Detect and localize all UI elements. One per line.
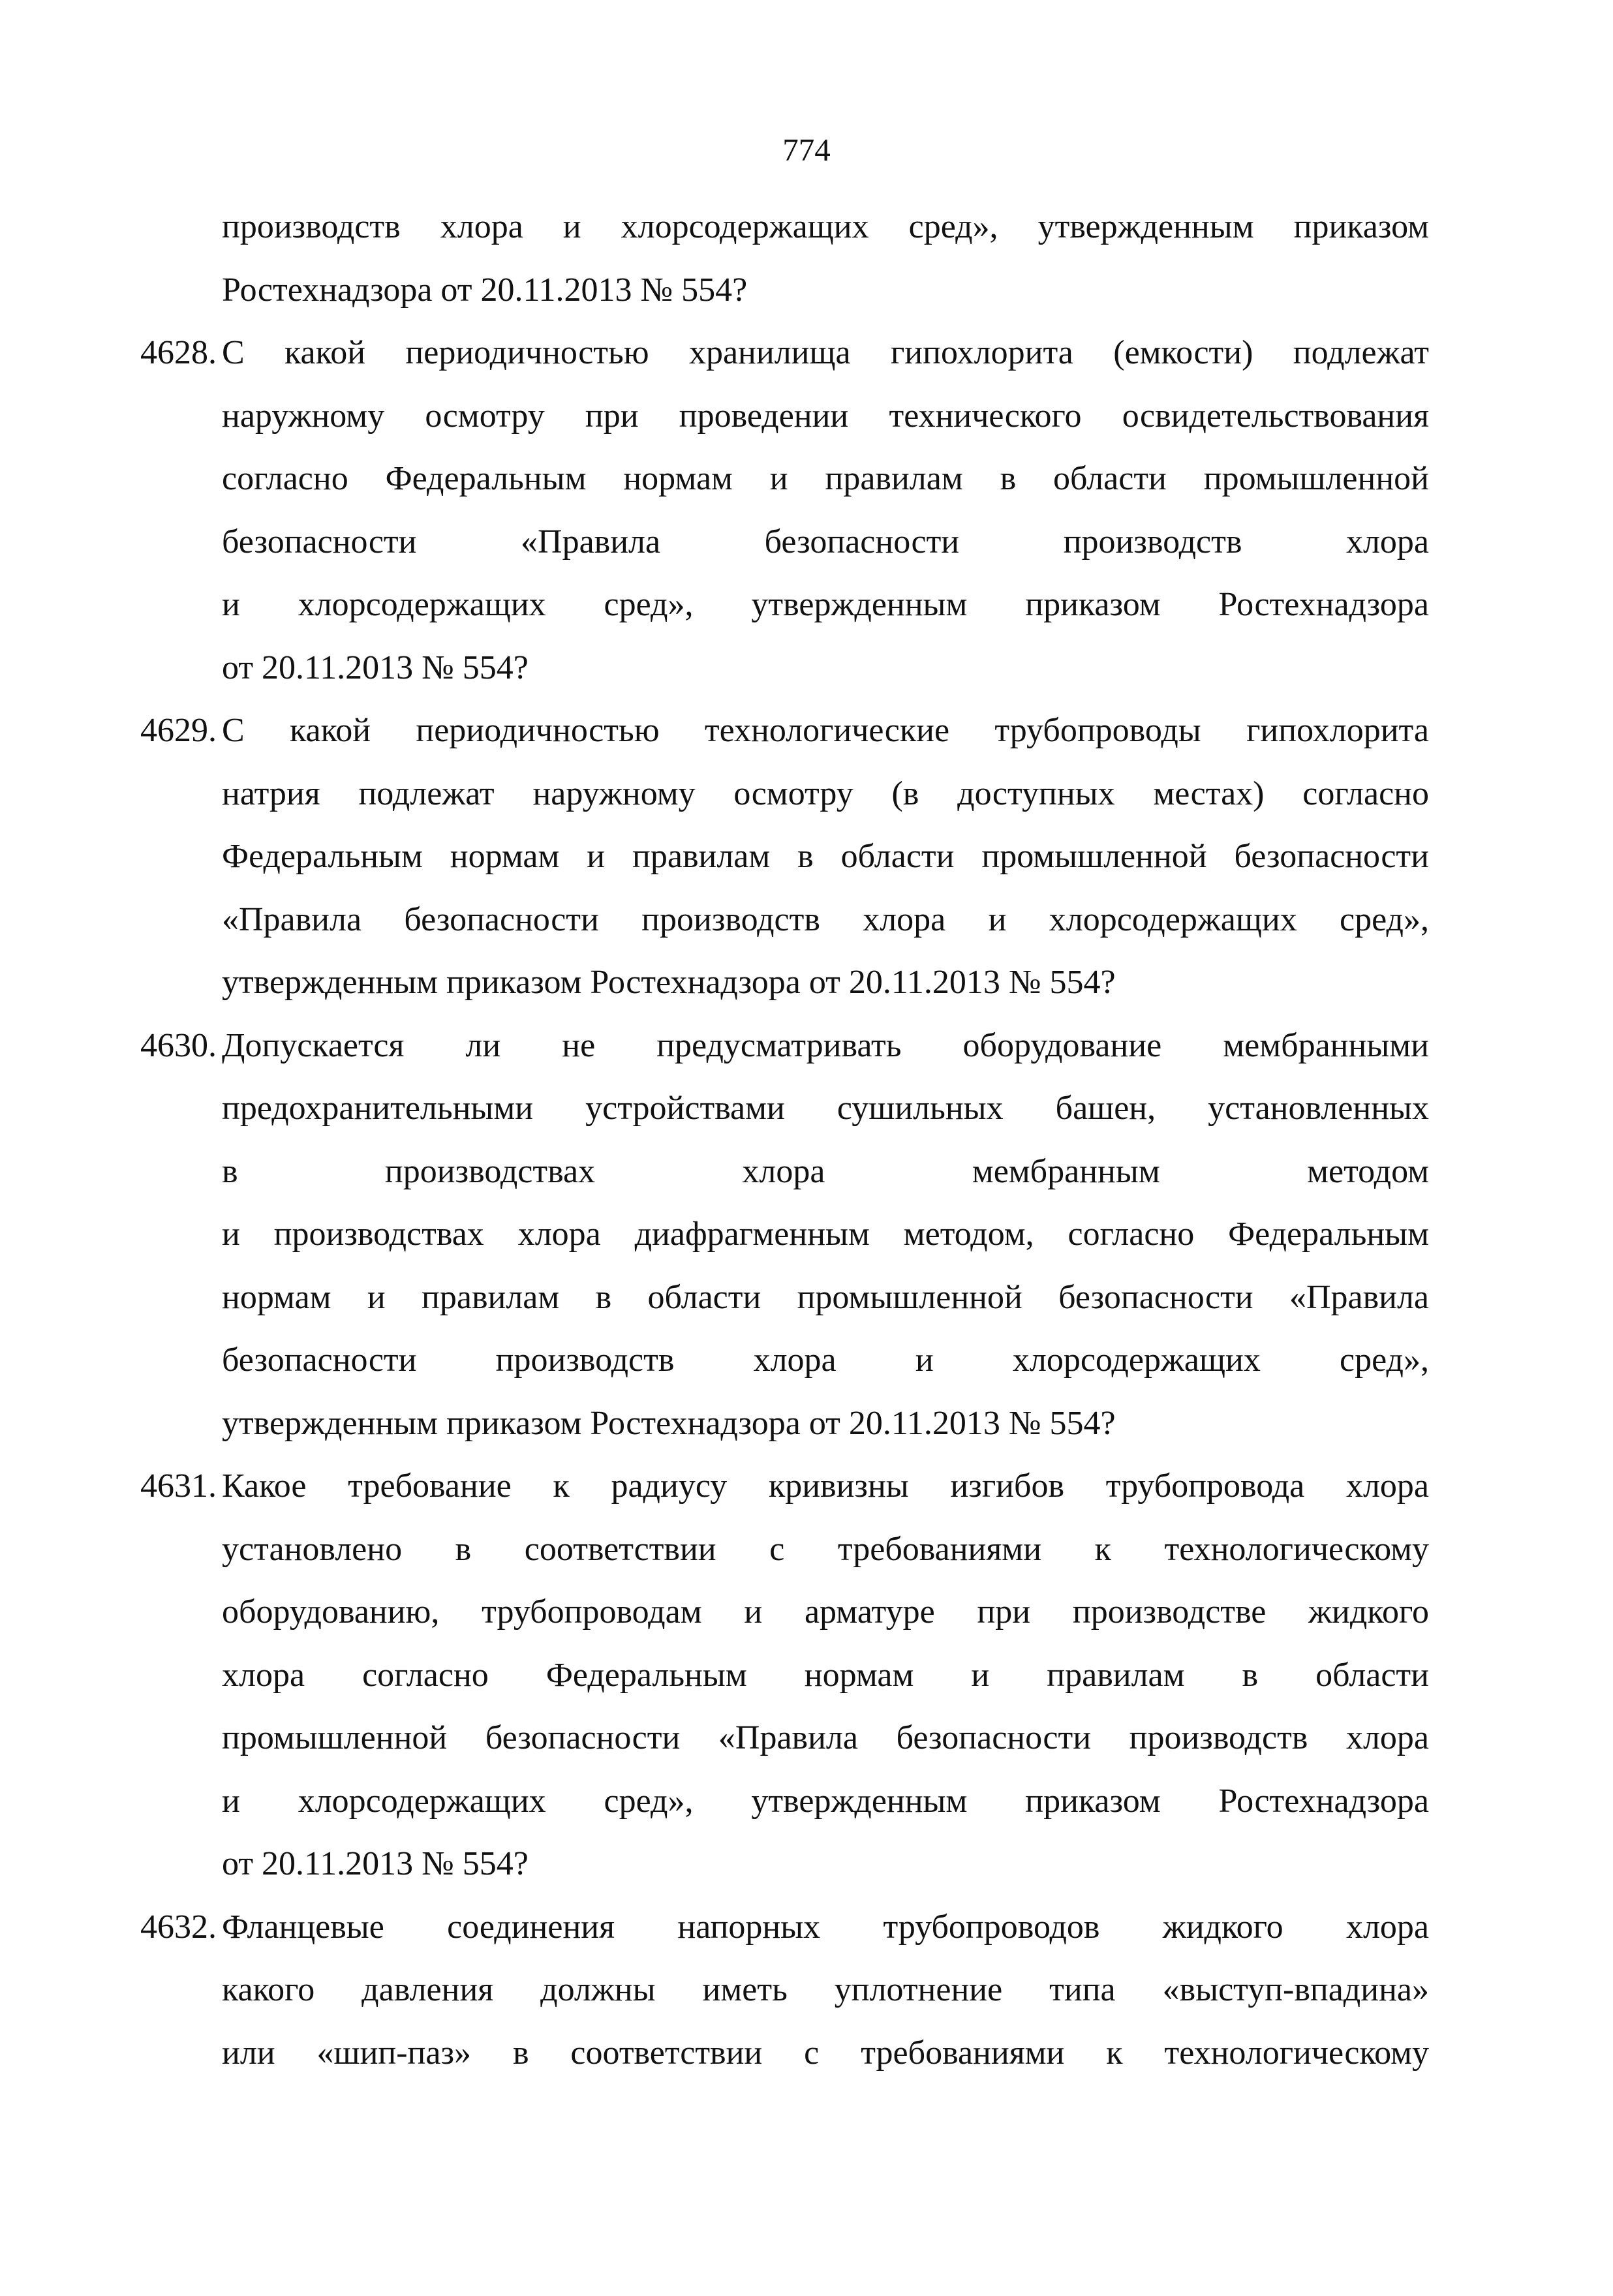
question-4629	[140, 699, 1429, 1015]
text-line: производств хлора и хлорсодержащих сред», утвержденным приказом	[222, 208, 1429, 245]
question-4628	[140, 322, 1429, 699]
text-line: установлено в соответствии с требованиями к технологическому	[222, 1530, 1429, 1568]
text-line: хлора согласно Федеральным нормам и правилам в области	[222, 1656, 1429, 1694]
text-line: 4629. С какой периодичностью технологические трубопроводы гипохлорита	[222, 699, 1429, 763]
text-line: или «шип-паз» в соответствии с требованиями к технологическому	[222, 2034, 1429, 2072]
question-4631	[140, 1455, 1429, 1896]
text-line: нормам и правилам в области промышленной безопасности «Правила	[222, 1278, 1429, 1316]
text-line: 4628. С какой периодичностью хранилища гипохлорита (емкости) подлежат	[222, 322, 1429, 385]
question-4630	[140, 1015, 1429, 1456]
text-line: и производствах хлора диафрагменным методом, согласно Федеральным	[222, 1216, 1429, 1253]
text-line: 4631. Какое требование к радиусу кривизны изгибов трубопровода хлора	[222, 1455, 1429, 1518]
text-line: согласно Федеральным нормам и правилам в области промышленной	[222, 460, 1429, 497]
text-line: Ростехнадзора от 20.11.2013 № 554?	[222, 271, 748, 309]
text-line: наружному осмотру при проведении технического освидетельствования	[222, 397, 1429, 435]
question-number: 4628.	[140, 334, 217, 371]
question-number: 4632.	[140, 1908, 217, 1946]
text-line: утвержденным приказом Ростехнадзора от 20.11.2013 № 554?	[222, 964, 1116, 1001]
text-line: и хлорсодержащих сред», утвержденным приказом Ростехнадзора	[222, 1782, 1429, 1820]
text-line: промышленной безопасности «Правила безопасности производств хлора	[222, 1719, 1429, 1756]
question-number: 4630.	[140, 1026, 217, 1064]
text-line: безопасности производств хлора и хлорсодержащих сред»,	[222, 1341, 1429, 1379]
text-line: 4630. Допускается ли не предусматривать оборудование мембранными	[222, 1015, 1429, 1078]
text-line: и хлорсодержащих сред», утвержденным приказом Ростехнадзора	[222, 586, 1429, 623]
continuation-paragraph	[222, 196, 1429, 322]
text-line: от 20.11.2013 № 554?	[222, 1845, 529, 1882]
text-line: утвержденным приказом Ростехнадзора от 20.11.2013 № 554?	[222, 1404, 1116, 1442]
question-number: 4631.	[140, 1467, 217, 1505]
text-line: какого давления должны иметь уплотнение типа «выступ-впадина»	[222, 1971, 1429, 2008]
text-line: в производствах хлора мембранным методом	[222, 1152, 1429, 1190]
text-line: от 20.11.2013 № 554?	[222, 649, 529, 686]
text-line: оборудованию, трубопроводам и арматуре при производстве жидкого	[222, 1593, 1429, 1630]
text-line: безопасности «Правила безопасности производств хлора	[222, 523, 1429, 560]
text-line: Федеральным нормам и правилам в области промышленной безопасности	[222, 838, 1429, 875]
question-4632	[140, 1896, 1429, 2085]
document-body	[140, 196, 1429, 2085]
text-line: «Правила безопасности производств хлора и хлорсодержащих сред»,	[222, 900, 1429, 938]
question-number: 4629.	[140, 712, 217, 749]
text-line: 4632. Фланцевые соединения напорных трубопроводов жидкого хлора	[222, 1896, 1429, 1959]
text-line: натрия подлежат наружному осмотру (в доступных местах) согласно	[222, 774, 1429, 812]
text-line: предохранительными устройствами сушильных башен, установленных	[222, 1090, 1429, 1127]
page-number: 774	[782, 132, 831, 168]
